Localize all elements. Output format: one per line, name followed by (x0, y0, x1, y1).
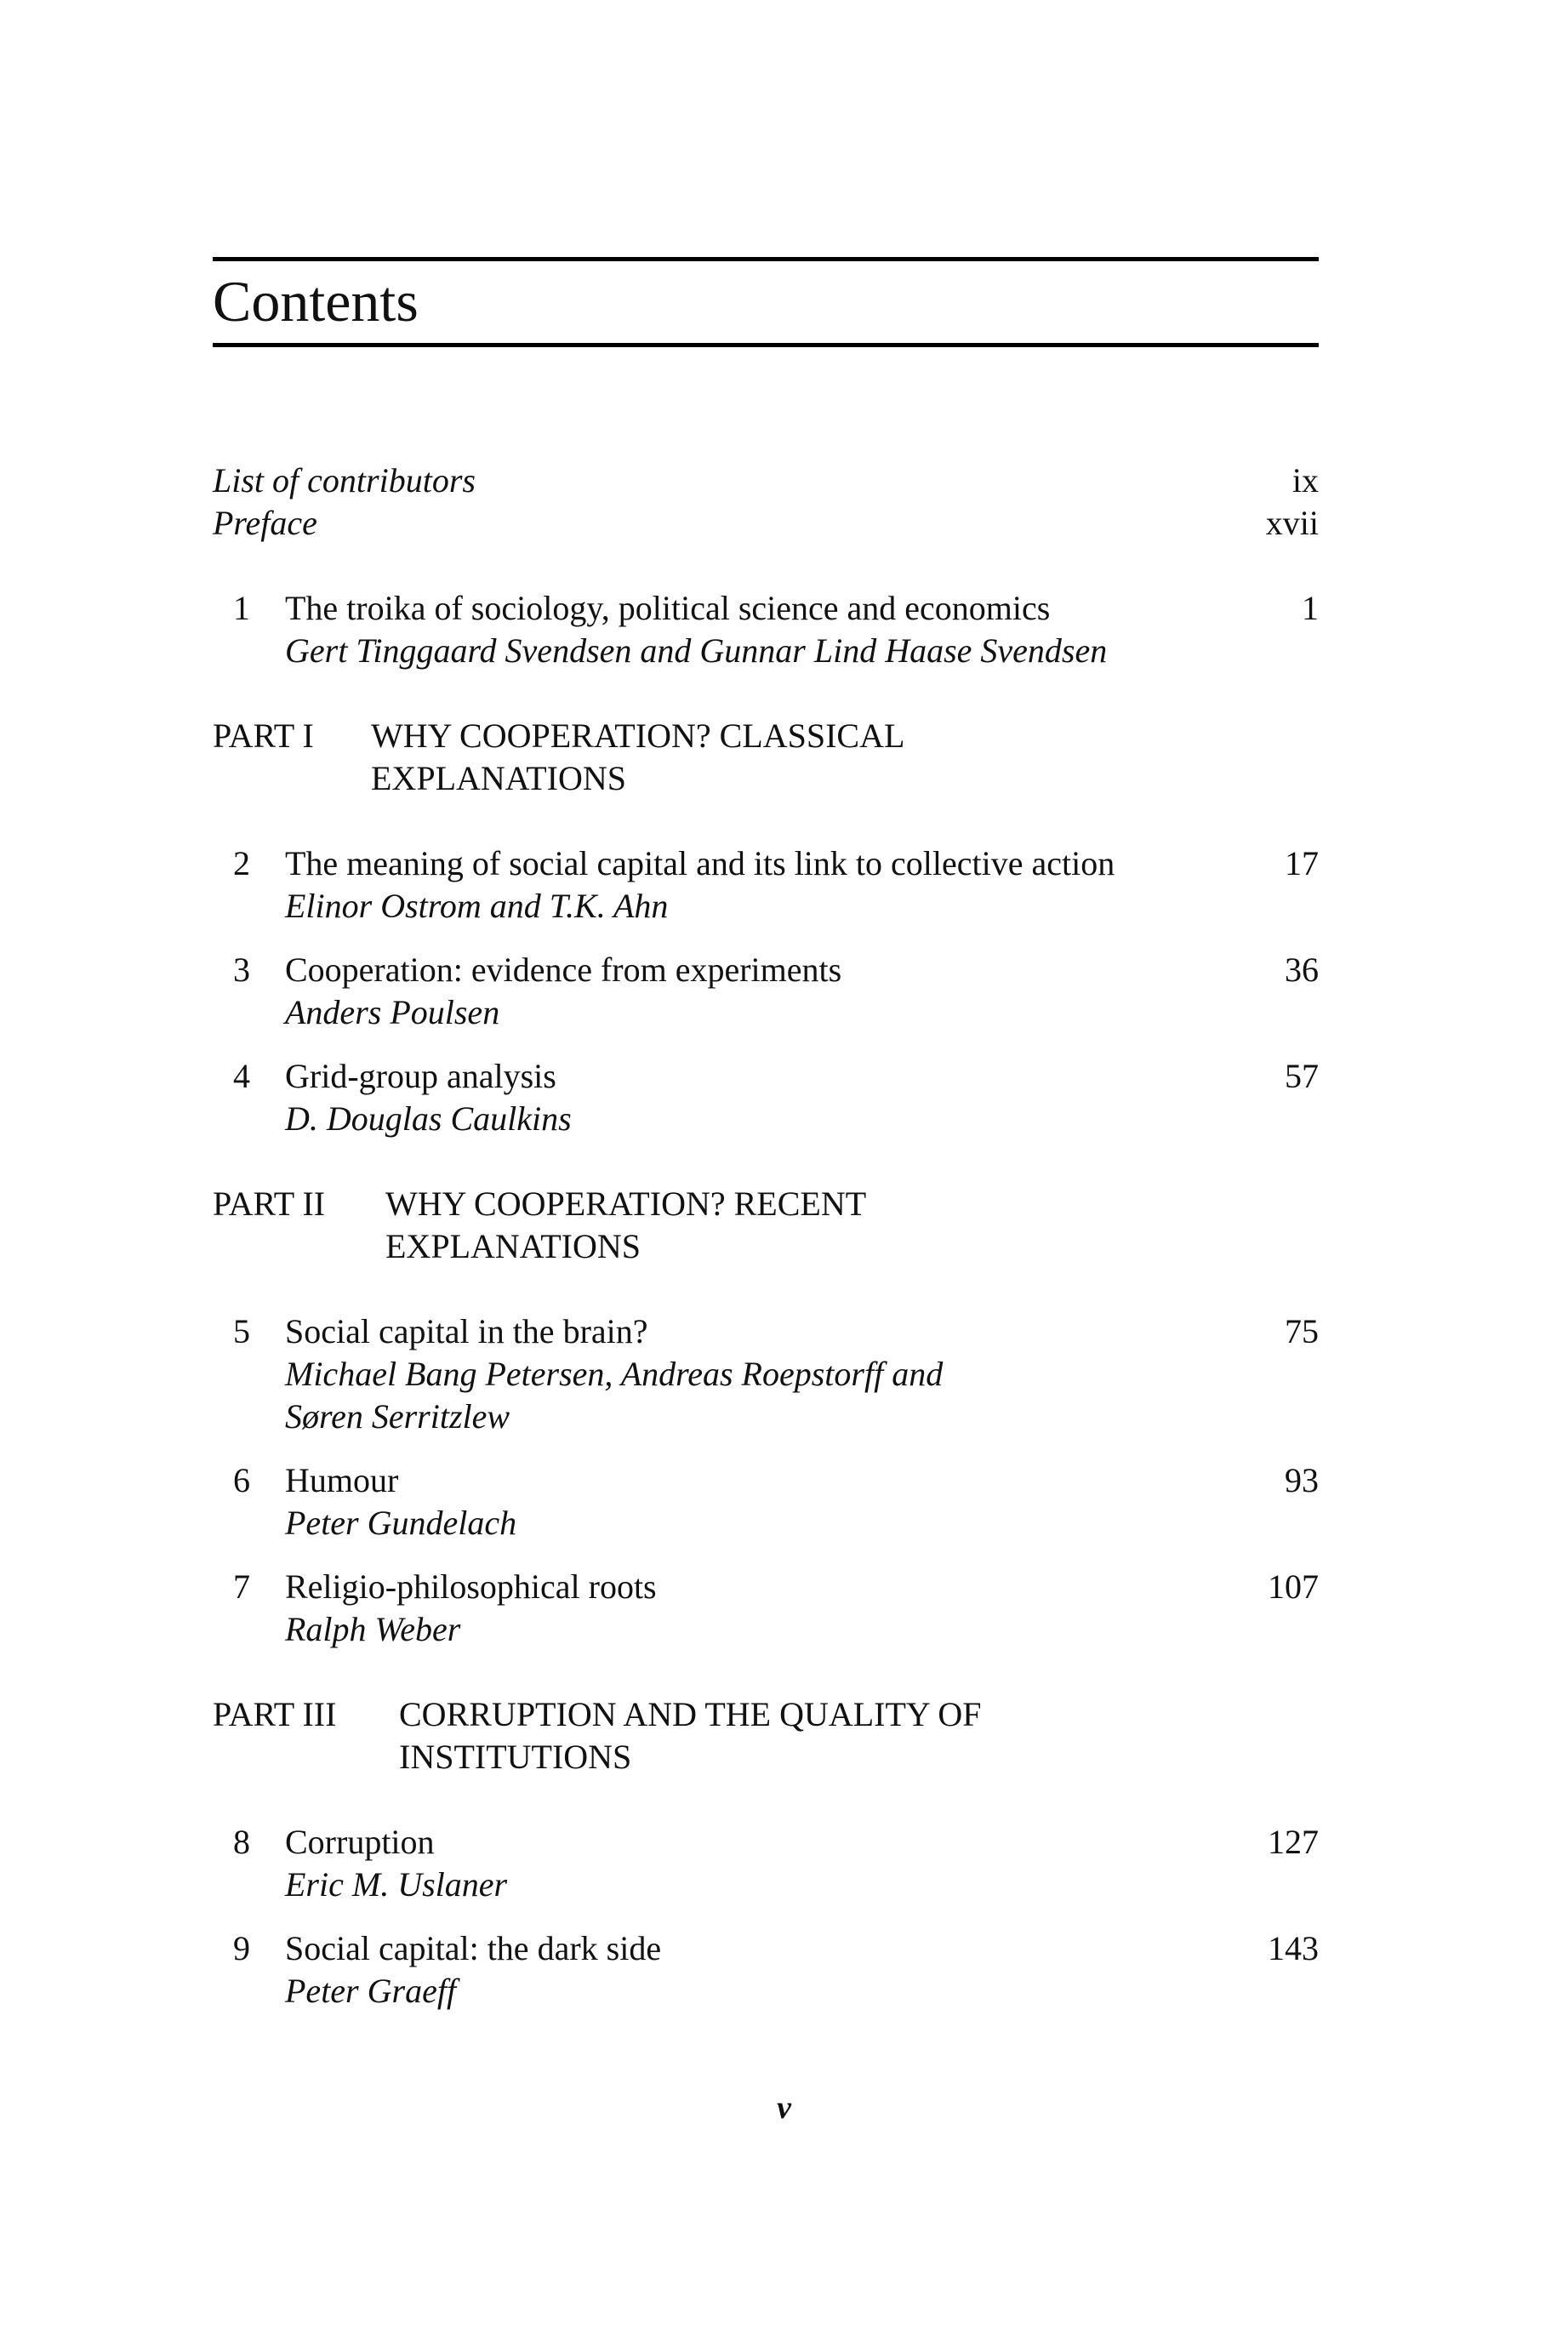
chapter-page-number: 107 (1268, 1567, 1319, 1606)
chapter-page-number: 93 (1285, 1461, 1319, 1499)
title-rule-top (213, 257, 1319, 261)
chapter-authors (213, 1353, 1319, 1396)
author-line: Eric M. Uslaner (285, 1865, 508, 1904)
part-label: PART III (213, 1695, 337, 1733)
chapter-number: 8 (233, 1823, 250, 1861)
part-heading-cont (213, 1736, 1319, 1778)
chapter-page-number: 57 (1285, 1057, 1319, 1095)
chapter-title: Social capital: the dark side (285, 1929, 662, 1967)
part-title-line: EXPLANATIONS (385, 1227, 641, 1265)
chapter-authors (213, 1608, 1319, 1651)
chapter-page-number: 1 (1302, 589, 1319, 627)
toc-chapter-entry[interactable] (213, 1055, 1319, 1098)
chapter-title: Social capital in the brain? (285, 1312, 648, 1350)
toc-chapter-entry[interactable] (213, 842, 1319, 885)
author-line: Peter Gundelach (285, 1504, 517, 1542)
chapter-authors (213, 1864, 1319, 1906)
author-line: Michael Bang Petersen, Andreas Roepstorff and (285, 1355, 944, 1393)
entry-page-number: xvii (1265, 504, 1319, 542)
chapter-number: 5 (233, 1312, 250, 1350)
part-heading (213, 1693, 1319, 1736)
part-heading (213, 1183, 1319, 1225)
toc-chapter-entry[interactable] (213, 1310, 1319, 1353)
chapter-number: 3 (233, 951, 250, 989)
author-line: Ralph Weber (285, 1610, 461, 1648)
chapter-page-number: 17 (1285, 844, 1319, 882)
chapter-number: 1 (233, 589, 250, 627)
entry-title: Preface (213, 504, 317, 542)
chapter-number: 7 (233, 1567, 250, 1606)
toc-entry-front-matter[interactable] (213, 460, 1319, 502)
author-line: Søren Serritzlew (285, 1397, 510, 1436)
page-folio: v (777, 2090, 791, 2126)
part-heading-cont (213, 1225, 1319, 1268)
part-title-line: WHY COOPERATION? RECENT (385, 1185, 867, 1223)
author-line: Peter Graeff (285, 1972, 457, 2010)
part-heading-cont (213, 757, 1319, 800)
chapter-title: The troika of sociology, political science and economics (285, 589, 1051, 627)
chapter-authors (213, 885, 1319, 928)
chapter-title: The meaning of social capital and its link to collective action (285, 844, 1115, 882)
part-label: PART I (213, 716, 314, 755)
chapter-authors-cont (213, 1396, 1319, 1438)
title-rule-bottom (213, 343, 1319, 347)
toc-chapter-entry[interactable] (213, 1459, 1319, 1502)
chapter-page-number: 75 (1285, 1312, 1319, 1350)
author-line: Anders Poulsen (285, 993, 500, 1031)
toc-chapter-entry[interactable] (213, 1566, 1319, 1608)
part-title-line: CORRUPTION AND THE QUALITY OF (399, 1695, 982, 1733)
toc-chapter-entry[interactable] (213, 1927, 1319, 1970)
chapter-title: Humour (285, 1461, 399, 1499)
toc-chapter-entry[interactable] (213, 949, 1319, 991)
chapter-authors (213, 1098, 1319, 1140)
chapter-number: 9 (233, 1929, 250, 1967)
chapter-page-number: 127 (1268, 1823, 1319, 1861)
author-line: Gert Tinggaard Svendsen and Gunnar Lind Haase Svendsen (285, 631, 1108, 670)
chapter-authors (213, 991, 1319, 1034)
chapter-authors (213, 1970, 1319, 2012)
toc-chapter-entry[interactable] (213, 587, 1319, 630)
page-title: Contents (213, 269, 419, 334)
chapter-authors (213, 1502, 1319, 1544)
chapter-page-number: 143 (1268, 1929, 1319, 1967)
chapter-page-number: 36 (1285, 951, 1319, 989)
chapter-title: Corruption (285, 1823, 435, 1861)
chapter-number: 6 (233, 1461, 250, 1499)
author-line: Elinor Ostrom and T.K. Ahn (285, 887, 669, 925)
part-title-line: WHY COOPERATION? CLASSICAL (371, 716, 905, 755)
chapter-title: Religio-philosophical roots (285, 1567, 657, 1606)
chapter-number: 2 (233, 844, 250, 882)
part-title-line: EXPLANATIONS (371, 759, 626, 797)
chapter-title: Cooperation: evidence from experiments (285, 951, 842, 989)
part-label: PART II (213, 1185, 326, 1223)
chapter-number: 4 (233, 1057, 250, 1095)
chapter-authors (213, 630, 1319, 672)
author-line: D. Douglas Caulkins (285, 1099, 572, 1138)
entry-title: List of contributors (213, 461, 476, 500)
toc-entry-front-matter[interactable] (213, 502, 1319, 545)
part-heading (213, 715, 1319, 757)
chapter-title: Grid-group analysis (285, 1057, 556, 1095)
entry-page-number: ix (1291, 461, 1319, 500)
toc-chapter-entry[interactable] (213, 1821, 1319, 1864)
part-title-line: INSTITUTIONS (399, 1738, 632, 1776)
